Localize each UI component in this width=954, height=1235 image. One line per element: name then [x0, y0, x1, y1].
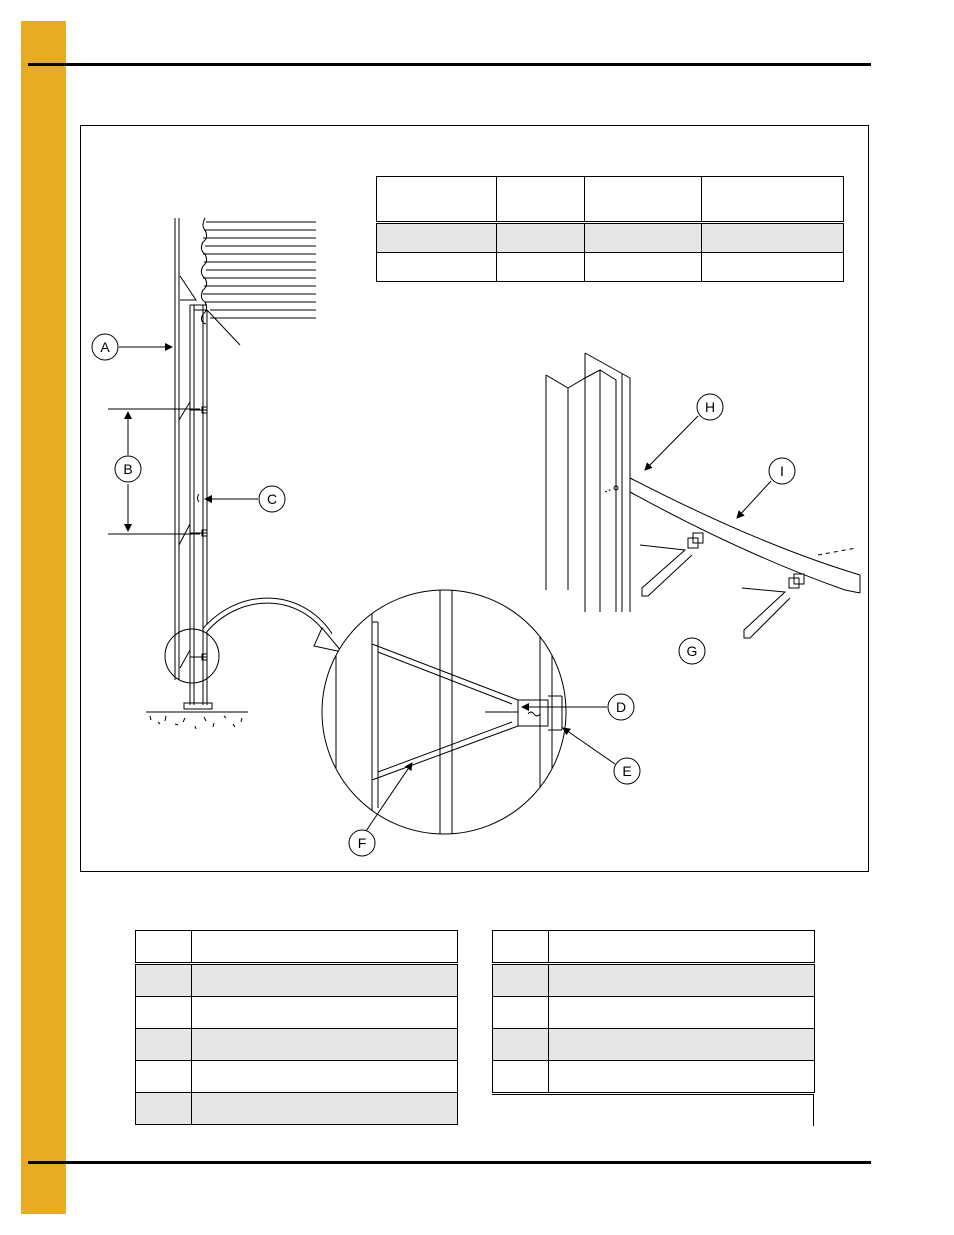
legend-right-row	[493, 1029, 815, 1061]
roof-corrugation	[201, 218, 316, 324]
callout-e	[614, 758, 640, 784]
spec-table-row	[377, 253, 844, 282]
detail-source-circle	[165, 629, 219, 683]
callout-i	[769, 458, 795, 484]
callout-a-label: A	[100, 339, 110, 355]
legend-left-row	[136, 964, 458, 997]
callout-d	[608, 694, 634, 720]
legend-left-row	[136, 1029, 458, 1061]
legend-right-row	[493, 964, 815, 997]
legend-right-row	[493, 1061, 815, 1093]
spec-table	[376, 176, 844, 282]
callout-c-label: C	[266, 491, 278, 507]
legend-right-tail	[492, 1094, 814, 1126]
callout-g	[679, 638, 705, 664]
callout-f-label: F	[357, 835, 367, 851]
legend-table-left	[135, 930, 458, 1125]
legend-left-row	[136, 1093, 458, 1125]
callout-h-label: H	[704, 399, 716, 415]
callout-c	[259, 486, 285, 512]
callout-a	[92, 334, 118, 360]
callout-d-label: D	[615, 699, 627, 715]
callout-e-label: E	[622, 763, 632, 779]
detail-circle	[322, 590, 566, 840]
legend-left-row	[136, 1061, 458, 1093]
legend-table-right	[492, 930, 815, 1093]
spec-table-row	[377, 223, 844, 253]
legend-right-row	[493, 997, 815, 1029]
callout-h	[697, 394, 723, 420]
detail-curved-arrow	[205, 601, 330, 635]
callout-b-label: B	[123, 461, 133, 477]
callout-i-label: I	[780, 463, 784, 479]
spec-table-header-row	[377, 177, 844, 223]
legend-right-header-row	[493, 931, 815, 964]
callout-b	[115, 456, 141, 482]
legend-left-header-row	[136, 931, 458, 964]
callout-f	[349, 830, 375, 856]
callout-g-label: G	[686, 643, 698, 659]
ground-hatch	[150, 716, 242, 729]
wall-elevation	[146, 218, 316, 729]
legend-left-row	[136, 997, 458, 1029]
